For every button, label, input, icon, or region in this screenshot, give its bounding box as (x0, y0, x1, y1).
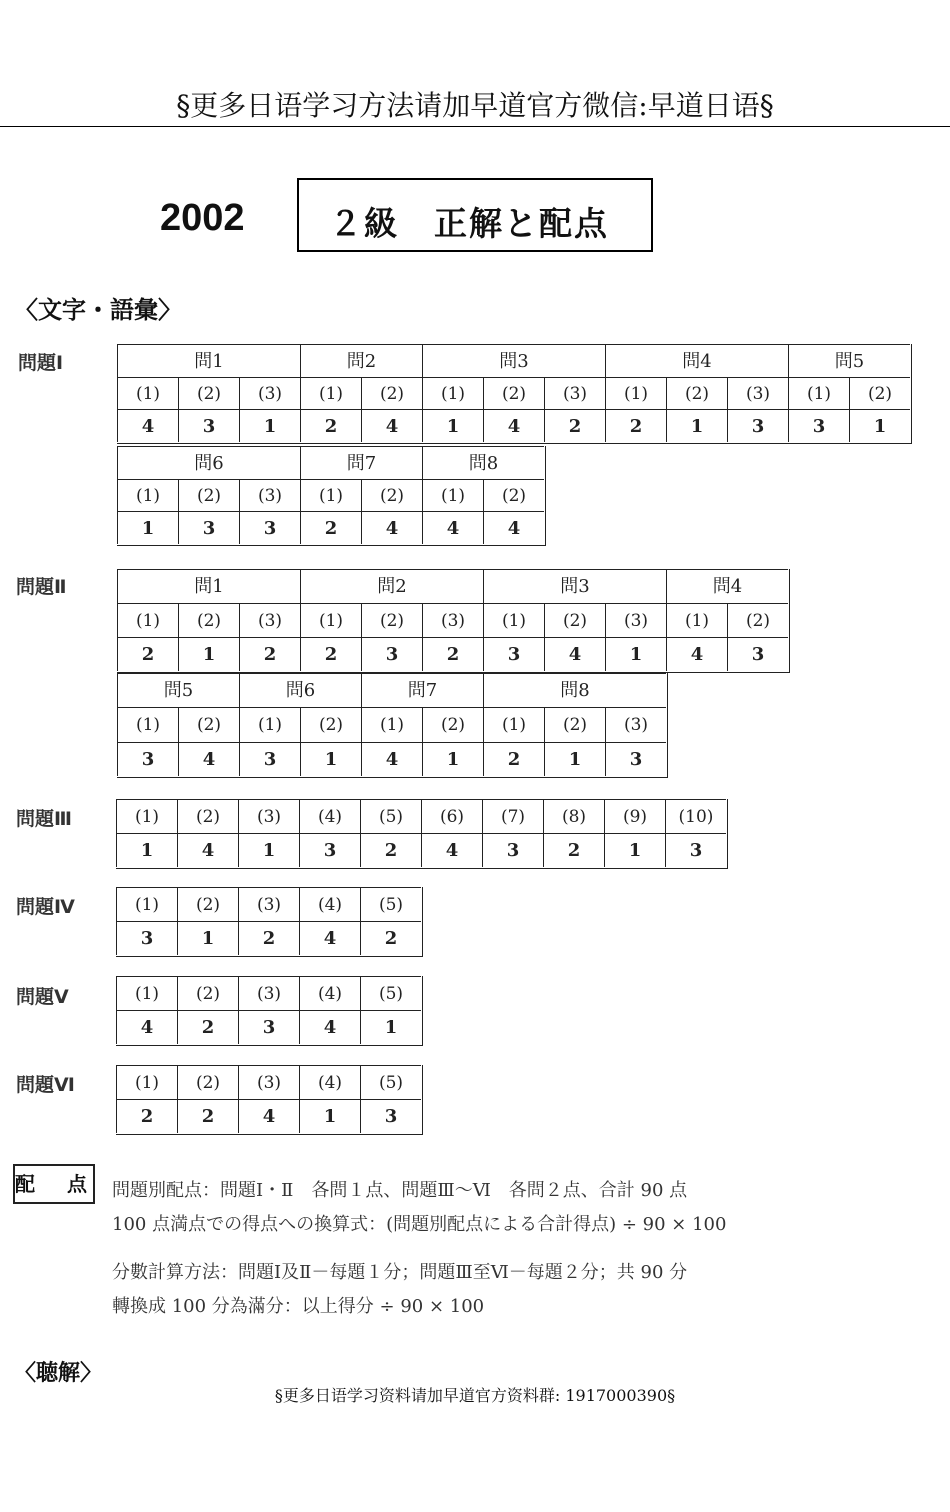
sub-question-number: (2) (300, 707, 361, 742)
answer-cell: 1 (849, 409, 910, 442)
question-group-header: 問2 (300, 569, 483, 603)
question-group-header: 問8 (483, 673, 666, 707)
sub-question-number: (3) (238, 1065, 299, 1099)
answer-cell: 4 (299, 921, 360, 955)
answer-cell: 4 (178, 742, 239, 776)
sub-question-number: (2) (178, 707, 239, 742)
answer-cell: 2 (422, 637, 483, 671)
answer-cell: 1 (605, 637, 666, 671)
answer-cell: 2 (177, 1010, 238, 1044)
answer-cell: 2 (117, 637, 178, 671)
title-box (297, 178, 653, 252)
sub-question-number: (1) (116, 887, 177, 921)
answer-cell: 3 (116, 921, 177, 955)
answer-cell: 3 (483, 637, 544, 671)
sub-question-number: (2) (178, 377, 239, 409)
question-group-header: 問6 (239, 673, 361, 707)
answer-cell: 2 (300, 511, 361, 544)
answer-cell: 3 (178, 511, 239, 544)
question-group-header: 問1 (117, 569, 300, 603)
sub-question-number: (2) (177, 799, 238, 833)
sub-question-number: (1) (116, 976, 177, 1010)
answer-cell: 1 (360, 1010, 421, 1044)
sub-question-number: (3) (238, 976, 299, 1010)
answer-cell: 4 (422, 511, 483, 544)
answer-cell: 4 (116, 1010, 177, 1044)
problem-5-label: 問題Ⅴ (16, 986, 69, 1008)
answer-cell: 2 (300, 637, 361, 671)
answer-cell: 2 (544, 409, 605, 442)
sub-question-number: (1) (361, 707, 422, 742)
sub-question-number: (2) (178, 603, 239, 637)
sub-question-number: (2) (178, 479, 239, 511)
answer-cell: 4 (544, 637, 605, 671)
sub-question-number: (3) (544, 377, 605, 409)
sub-question-number: (3) (422, 603, 483, 637)
page-header: §更多日语学习方法请加早道官方微信:早道日语§ (176, 89, 774, 122)
answer-cell: 2 (543, 833, 604, 867)
question-group-header: 問7 (361, 673, 483, 707)
sub-question-number: (2) (361, 377, 422, 409)
sub-question-number: (5) (360, 887, 421, 921)
sub-question-number: (1) (422, 377, 483, 409)
sub-question-number: (3) (239, 479, 300, 511)
answer-cell: 2 (238, 921, 299, 955)
question-group-header: 問2 (300, 344, 422, 377)
sub-question-number: (1) (605, 377, 666, 409)
points-line-2: 100 点満点での得点への換算式：(問題別配点による合計得点) ÷ 90 × 100 (112, 1214, 727, 1235)
sub-question-number: (2) (666, 377, 727, 409)
answer-cell: 3 (665, 833, 726, 867)
answer-cell: 3 (727, 637, 788, 671)
answer-cell: 4 (117, 409, 178, 442)
answer-cell: 3 (605, 742, 666, 776)
sub-question-number: (1) (483, 707, 544, 742)
sub-question-number: (2) (483, 479, 544, 511)
question-group-header: 問4 (666, 569, 788, 603)
answer-cell: 1 (238, 833, 299, 867)
sub-question-number: (1) (422, 479, 483, 511)
problem-4-label: 問題Ⅳ (16, 896, 75, 918)
page-footer: §更多日语学习资料请加早道官方资料群: 1917000390§ (274, 1386, 676, 1405)
sub-question-number: (3) (605, 603, 666, 637)
sub-question-number: (2) (849, 377, 910, 409)
sub-question-number: (1) (300, 479, 361, 511)
sub-question-number: (1) (116, 1065, 177, 1099)
sub-question-number: (1) (483, 603, 544, 637)
sub-question-number: (3) (239, 603, 300, 637)
sub-question-number: (2) (544, 707, 605, 742)
sub-question-number: (2) (177, 1065, 238, 1099)
answer-cell: 3 (239, 511, 300, 544)
question-group-header: 問4 (605, 344, 788, 377)
question-group-header: 問5 (788, 344, 910, 377)
sub-question-number: (1) (300, 603, 361, 637)
answer-cell: 3 (727, 409, 788, 442)
answer-cell: 1 (117, 511, 178, 544)
points-label: 配 点 (13, 1164, 95, 1204)
sub-question-number: (2) (483, 377, 544, 409)
answer-cell: 1 (666, 409, 727, 442)
problem-3-label: 問題Ⅲ (16, 808, 72, 830)
answer-cell: 1 (300, 742, 361, 776)
question-group-header: 問7 (300, 446, 422, 479)
section-vocab-heading: 〈文字・語彙〉 (14, 296, 182, 324)
answer-cell: 2 (605, 409, 666, 442)
answer-cell: 1 (604, 833, 665, 867)
sub-question-number: (3) (605, 707, 666, 742)
sub-question-number: (7) (482, 799, 543, 833)
answer-cell: 1 (544, 742, 605, 776)
answer-cell: 4 (299, 1010, 360, 1044)
answer-cell: 4 (483, 511, 544, 544)
question-group-header: 問1 (117, 344, 300, 377)
question-group-header: 問5 (117, 673, 239, 707)
answer-cell: 4 (483, 409, 544, 442)
sub-question-number: (1) (117, 707, 178, 742)
question-group-header: 問6 (117, 446, 300, 479)
sub-question-number: (1) (666, 603, 727, 637)
sub-question-number: (5) (360, 799, 421, 833)
sub-question-number: (2) (361, 479, 422, 511)
sub-question-number: (1) (116, 799, 177, 833)
sub-question-number: (1) (239, 707, 300, 742)
answer-cell: 4 (361, 742, 422, 776)
sub-question-number: (3) (238, 887, 299, 921)
answer-cell: 3 (239, 742, 300, 776)
sub-question-number: (9) (604, 799, 665, 833)
problem-2-label: 問題Ⅱ (16, 576, 67, 598)
points-line-4: 轉換成 100 分為滿分：以上得分 ÷ 90 × 100 (112, 1296, 485, 1317)
sub-question-number: (4) (299, 976, 360, 1010)
answer-cell: 3 (178, 409, 239, 442)
answer-cell: 4 (177, 833, 238, 867)
answer-cell: 1 (299, 1099, 360, 1133)
answer-cell: 2 (360, 921, 421, 955)
sub-question-number: (5) (360, 1065, 421, 1099)
question-group-header: 問3 (483, 569, 666, 603)
points-line-1: 問題別配点：問題Ⅰ・Ⅱ 各問１点、問題Ⅲ～Ⅵ 各問２点、合計 90 点 (112, 1180, 688, 1201)
answer-cell: 3 (299, 833, 360, 867)
header-divider (0, 126, 950, 127)
answer-cell: 3 (238, 1010, 299, 1044)
question-group-header: 問8 (422, 446, 544, 479)
sub-question-number: (3) (238, 799, 299, 833)
answer-cell: 2 (116, 1099, 177, 1133)
answer-cell: 2 (360, 833, 421, 867)
sub-question-number: (1) (117, 377, 178, 409)
answer-cell: 2 (300, 409, 361, 442)
answer-cell: 4 (361, 409, 422, 442)
sub-question-number: (2) (544, 603, 605, 637)
answer-cell: 1 (177, 921, 238, 955)
sub-question-number: (2) (177, 976, 238, 1010)
answer-cell: 4 (666, 637, 727, 671)
answer-cell: 2 (483, 742, 544, 776)
sub-question-number: (8) (543, 799, 604, 833)
answer-cell: 1 (422, 742, 483, 776)
section-listening-heading: 〈聴解〉 (14, 1361, 103, 1386)
page-title: ２級 正解と配点 (329, 204, 609, 243)
points-line-3: 分數計算方法：問題Ⅰ及Ⅱ－每題１分；問題Ⅲ至Ⅵ－每題２分；共 90 分 (112, 1262, 688, 1283)
answer-cell: 1 (178, 637, 239, 671)
sub-question-number: (3) (239, 377, 300, 409)
sub-question-number: (1) (117, 603, 178, 637)
sub-question-number: (2) (727, 603, 788, 637)
answer-cell: 2 (177, 1099, 238, 1133)
sub-question-number: (10) (665, 799, 726, 833)
answer-cell: 3 (117, 742, 178, 776)
answer-cell: 2 (239, 637, 300, 671)
answer-cell: 4 (238, 1099, 299, 1133)
answer-cell: 4 (361, 511, 422, 544)
exam-year: 2002 (160, 197, 245, 239)
sub-question-number: (5) (360, 976, 421, 1010)
sub-question-number: (4) (299, 799, 360, 833)
answer-cell: 3 (361, 637, 422, 671)
sub-question-number: (1) (300, 377, 361, 409)
sub-question-number: (4) (299, 1065, 360, 1099)
answer-cell: 1 (422, 409, 483, 442)
sub-question-number: (6) (421, 799, 482, 833)
answer-cell: 1 (239, 409, 300, 442)
sub-question-number: (2) (422, 707, 483, 742)
answer-cell: 1 (116, 833, 177, 867)
answer-cell: 4 (421, 833, 482, 867)
sub-question-number: (3) (727, 377, 788, 409)
sub-question-number: (2) (177, 887, 238, 921)
answer-cell: 3 (482, 833, 543, 867)
problem-6-label: 問題Ⅵ (16, 1074, 75, 1096)
question-group-header: 問3 (422, 344, 605, 377)
sub-question-number: (4) (299, 887, 360, 921)
answer-cell: 3 (360, 1099, 421, 1133)
sub-question-number: (1) (788, 377, 849, 409)
problem-1-label: 問題Ⅰ (18, 352, 64, 374)
sub-question-number: (2) (361, 603, 422, 637)
answer-cell: 3 (788, 409, 849, 442)
sub-question-number: (1) (117, 479, 178, 511)
